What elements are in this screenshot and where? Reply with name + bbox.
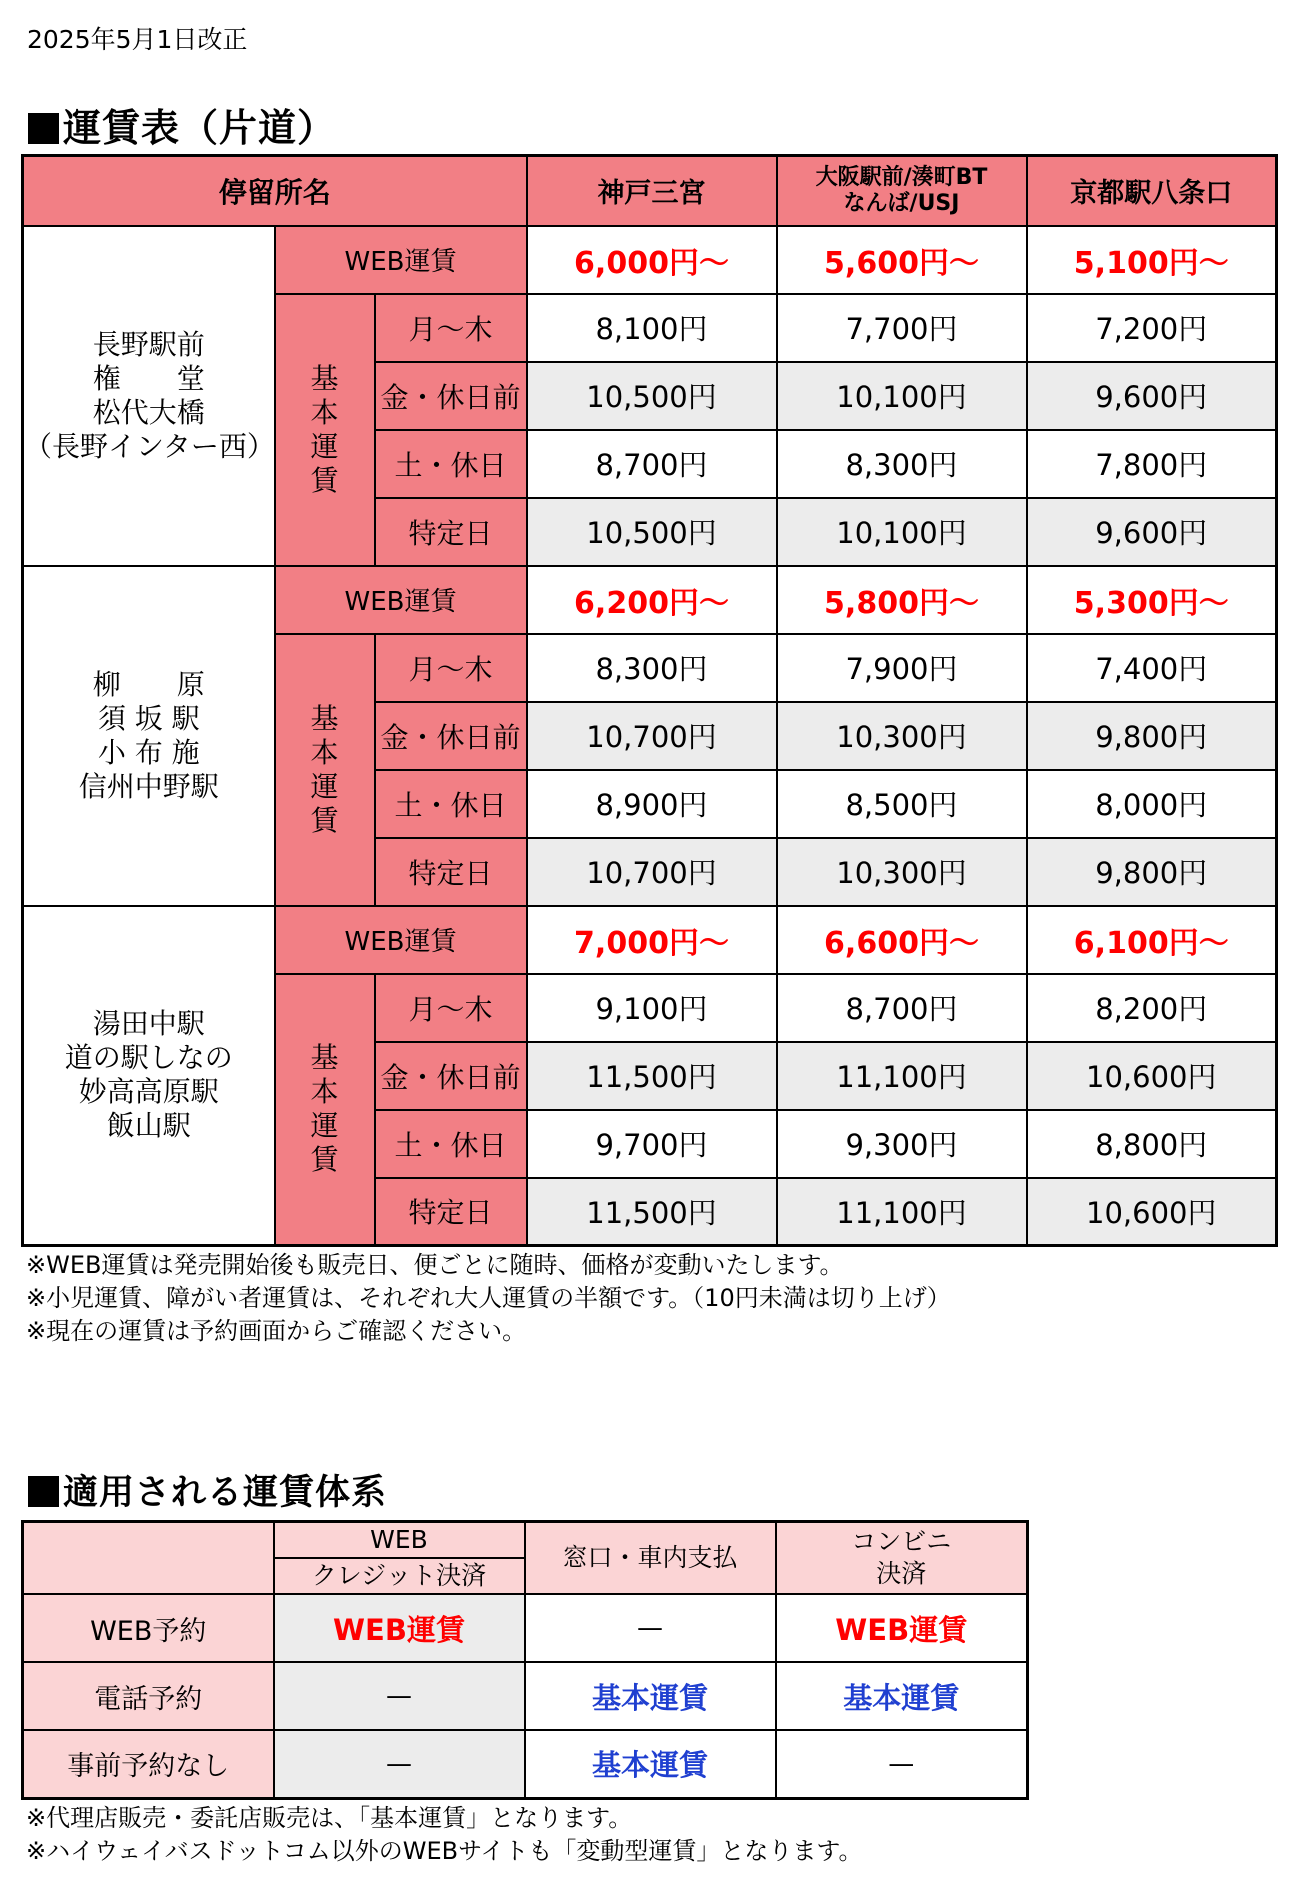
web-fare-value: 5,300円～ bbox=[1027, 566, 1277, 634]
day-type-label: 金・休日前 bbox=[375, 702, 527, 770]
booking-method-label: WEB予約 bbox=[23, 1594, 274, 1662]
base-fare-value: 8,300円 bbox=[527, 634, 777, 702]
base-fare-value: 8,300円 bbox=[777, 430, 1027, 498]
fare-note: ※小児運賃、障がい者運賃は、それぞれ大人運賃の半額です。（10円未満は切り上げ） bbox=[26, 1284, 951, 1312]
web-fare-value: 5,600円～ bbox=[777, 226, 1027, 294]
fare-table bbox=[21, 154, 1278, 1247]
base-fare-value: 9,300円 bbox=[777, 1110, 1027, 1178]
applied-fare-cell: 基本運賃 bbox=[776, 1662, 1028, 1730]
web-fare-row bbox=[23, 226, 1277, 294]
web-fare-row bbox=[23, 906, 1277, 974]
destination-header: 大阪駅前/湊町BT なんば/USJ bbox=[777, 156, 1027, 226]
day-type-label: 月～木 bbox=[375, 294, 527, 362]
fare-system-heading bbox=[28, 1465, 387, 1515]
base-fare-value: 9,600円 bbox=[1027, 498, 1277, 566]
base-fare-value: 10,100円 bbox=[777, 498, 1027, 566]
base-fare-value: 11,100円 bbox=[777, 1178, 1027, 1246]
destination-header: 神戸三宮 bbox=[527, 156, 777, 226]
base-fare-value: 10,500円 bbox=[527, 498, 777, 566]
web-credit-header bbox=[274, 1522, 525, 1595]
system-header-row bbox=[23, 1522, 1028, 1595]
day-type-label: 金・休日前 bbox=[375, 362, 527, 430]
base-fare-value: 8,700円 bbox=[527, 430, 777, 498]
applied-fare-cell: — bbox=[776, 1730, 1028, 1798]
base-fare-value: 8,500円 bbox=[777, 770, 1027, 838]
base-fare-value: 8,800円 bbox=[1027, 1110, 1277, 1178]
applied-fare-cell: 基本運賃 bbox=[525, 1730, 776, 1798]
base-fare-value: 7,900円 bbox=[777, 634, 1027, 702]
web-header-top: WEB bbox=[275, 1523, 524, 1559]
base-fare-value: 11,500円 bbox=[527, 1178, 777, 1246]
booking-method-label: 事前予約なし bbox=[23, 1730, 274, 1798]
base-fare-value: 7,200円 bbox=[1027, 294, 1277, 362]
stop-group: 柳 原 須 坂 駅 小 布 施 信州中野駅 bbox=[23, 566, 275, 906]
base-fare-value: 11,500円 bbox=[527, 1042, 777, 1110]
day-type-label: 特定日 bbox=[375, 498, 527, 566]
base-fare-value: 8,100円 bbox=[527, 294, 777, 362]
base-fare-value: 7,700円 bbox=[777, 294, 1027, 362]
system-row bbox=[23, 1594, 1028, 1662]
applied-fare-cell: — bbox=[274, 1662, 525, 1730]
system-row bbox=[23, 1730, 1028, 1798]
base-fare-value: 9,100円 bbox=[527, 974, 777, 1042]
fare-system-table bbox=[21, 1520, 1029, 1800]
stop-group: 湯田中駅 道の駅しなの 妙高高原駅 飯山駅 bbox=[23, 906, 275, 1246]
fare-note: ※現在の運賃は予約画面からご確認ください。 bbox=[26, 1317, 527, 1345]
destination-header: 京都駅八条口 bbox=[1027, 156, 1277, 226]
applied-fare-cell: WEB運賃 bbox=[776, 1594, 1028, 1662]
base-fare-value: 10,500円 bbox=[527, 362, 777, 430]
web-fare-label: WEB運賃 bbox=[275, 566, 527, 634]
fare-table-title: 運賃表（片道） bbox=[63, 106, 337, 150]
base-fare-label: 基 本 運 賃 bbox=[275, 294, 375, 566]
web-fare-value: 6,600円～ bbox=[777, 906, 1027, 974]
konbini-payment-header: コンビニ 決済 bbox=[776, 1522, 1028, 1595]
base-fare-value: 8,900円 bbox=[527, 770, 777, 838]
day-type-label: 土・休日 bbox=[375, 430, 527, 498]
web-fare-value: 6,100円～ bbox=[1027, 906, 1277, 974]
base-fare-value: 8,000円 bbox=[1027, 770, 1277, 838]
applied-fare-cell: 基本運賃 bbox=[525, 1662, 776, 1730]
web-fare-label: WEB運賃 bbox=[275, 906, 527, 974]
base-fare-value: 8,700円 bbox=[777, 974, 1027, 1042]
day-type-label: 土・休日 bbox=[375, 770, 527, 838]
day-type-label: 金・休日前 bbox=[375, 1042, 527, 1110]
web-fare-label: WEB運賃 bbox=[275, 226, 527, 294]
base-fare-value: 10,700円 bbox=[527, 702, 777, 770]
web-fare-value: 6,200円～ bbox=[527, 566, 777, 634]
applied-fare-cell: — bbox=[274, 1730, 525, 1798]
base-fare-value: 9,700円 bbox=[527, 1110, 777, 1178]
applied-fare-cell: — bbox=[525, 1594, 776, 1662]
fare-system-title: 適用される運賃体系 bbox=[63, 1473, 388, 1513]
web-fare-value: 5,800円～ bbox=[777, 566, 1027, 634]
base-fare-value: 10,600円 bbox=[1027, 1178, 1277, 1246]
base-fare-label: 基 本 運 賃 bbox=[275, 634, 375, 906]
base-fare-value: 7,400円 bbox=[1027, 634, 1277, 702]
web-fare-value: 5,100円～ bbox=[1027, 226, 1277, 294]
system-notes bbox=[26, 1802, 863, 1868]
day-type-label: 土・休日 bbox=[375, 1110, 527, 1178]
system-note: ※代理店販売・委託店販売は、「基本運賃」となります。 bbox=[26, 1804, 633, 1832]
web-fare-value: 7,000円～ bbox=[527, 906, 777, 974]
base-fare-value: 10,100円 bbox=[777, 362, 1027, 430]
base-fare-value: 8,200円 bbox=[1027, 974, 1277, 1042]
revision-date: 2025年5月1日改正 bbox=[27, 25, 248, 54]
base-fare-label: 基 本 運 賃 bbox=[275, 974, 375, 1246]
base-fare-value: 9,600円 bbox=[1027, 362, 1277, 430]
base-fare-value: 9,800円 bbox=[1027, 838, 1277, 906]
day-type-label: 月～木 bbox=[375, 974, 527, 1042]
system-header-blank bbox=[23, 1522, 274, 1595]
counter-payment-header: 窓口・車内支払 bbox=[525, 1522, 776, 1595]
system-note: ※ハイウェイバスドットコム以外のWEBサイトも「変動型運賃」となります。 bbox=[26, 1837, 863, 1865]
base-fare-value: 9,800円 bbox=[1027, 702, 1277, 770]
applied-fare-cell: WEB運賃 bbox=[274, 1594, 525, 1662]
booking-method-label: 電話予約 bbox=[23, 1662, 274, 1730]
base-fare-value: 7,800円 bbox=[1027, 430, 1277, 498]
day-type-label: 特定日 bbox=[375, 1178, 527, 1246]
base-fare-value: 10,300円 bbox=[777, 838, 1027, 906]
fare-note: ※WEB運賃は発売開始後も販売日、便ごとに随時、価格が変動いたします。 bbox=[26, 1251, 844, 1279]
day-type-label: 月～木 bbox=[375, 634, 527, 702]
day-type-label: 特定日 bbox=[375, 838, 527, 906]
base-fare-value: 11,100円 bbox=[777, 1042, 1027, 1110]
fare-header-row bbox=[23, 156, 1277, 226]
fare-notes bbox=[26, 1249, 951, 1348]
web-fare-row bbox=[23, 566, 1277, 634]
stop-group: 長野駅前 権 堂 松代大橋 （長野インター西） bbox=[23, 226, 275, 566]
base-fare-value: 10,700円 bbox=[527, 838, 777, 906]
base-fare-value: 10,600円 bbox=[1027, 1042, 1277, 1110]
stop-name-header: 停留所名 bbox=[23, 156, 527, 226]
web-fare-value: 6,000円～ bbox=[527, 226, 777, 294]
base-fare-value: 10,300円 bbox=[777, 702, 1027, 770]
system-row bbox=[23, 1662, 1028, 1730]
black-square-icon bbox=[28, 1476, 59, 1507]
black-square-icon bbox=[28, 113, 59, 144]
fare-table-heading bbox=[28, 97, 336, 152]
web-header-bottom: クレジット決済 bbox=[311, 1561, 487, 1590]
